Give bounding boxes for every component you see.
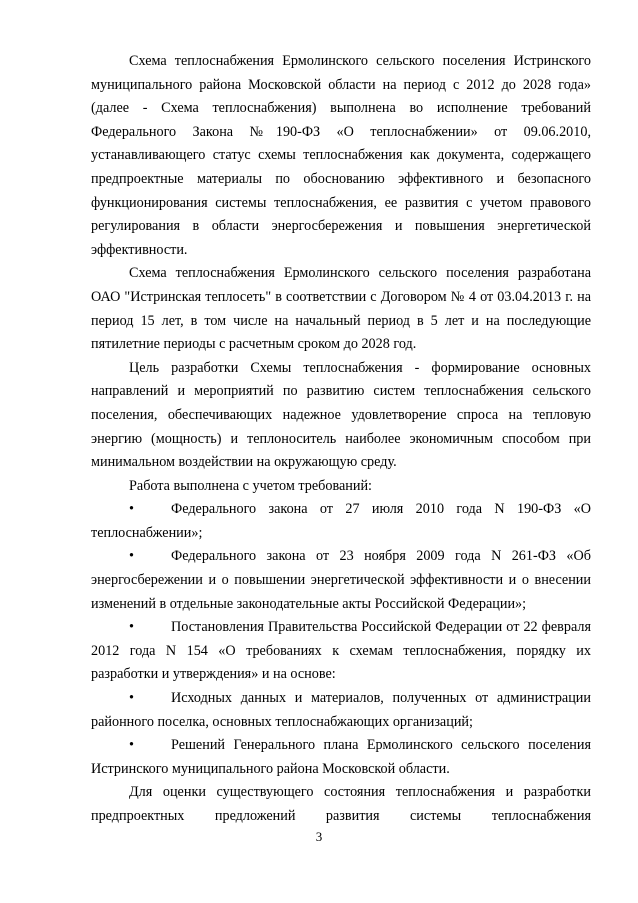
document-body xyxy=(91,50,591,829)
bullet-item-text: Федерального закона от 27 июля 2010 года N 190-ФЗ «О теплоснабжении»; xyxy=(91,501,591,541)
bullet-item-1 xyxy=(91,498,591,545)
paragraph-developer: Схема теплоснабжения Ермолинского сельского поселения разработана ОАО "Истринская теплосеть" в соответствии с Договором № 4 от 03.04.2013 г. на период 15 лет, в том числе на начальный период в 5 лет и на последующие пятилетние периоды с расчетным сроком до 2028 год. xyxy=(91,265,591,353)
bullet-item-2 xyxy=(91,545,591,616)
bullet-icon: • xyxy=(129,548,134,565)
bullet-item-4 xyxy=(91,687,591,734)
paragraph-goal: Цель разработки Схемы теплоснабжения - формирование основных направлений и мероприятий по развитию систем теплоснабжения сельского поселения, обеспечивающих надежное удовлетворение спроса на тепловую энергию (мощность) и теплоноситель наиболее экономичным способом при минимальном воздействии на окружающую среду. xyxy=(91,359,591,471)
bullet-icon: • xyxy=(129,737,134,754)
bullet-icon: • xyxy=(129,619,134,636)
bullet-item-5 xyxy=(91,734,591,781)
bullet-item-text: Федерального закона от 23 ноября 2009 года N 261-ФЗ «Об энергосбережении и о повышении энергетической эффективности и о внесении изменений в отдельные законодательные акты Российской Федерации»; xyxy=(91,548,591,612)
bullet-icon: • xyxy=(129,690,134,707)
paragraph-intro: Схема теплоснабжения Ермолинского сельского поселения Истринского муниципального района Московской области на период с 2012 до 2028 года» (далее - Схема теплоснабжения) выполнена во исполнение требований Федерального Закона №190-ФЗ «О теплоснабжении» от 09.06.2010, устанавливающего статус схемы теплоснабжения как документа, содержащего предпроектные материалы по обоснованию эффективного и безопасного функционирования системы теплоснабжения, ее развития с учетом правового регулирования в области энергосбережения и повышения энергетической эффективности. xyxy=(91,53,591,258)
bullet-item-text: Решений Генерального плана Ермолинского сельского поселения Истринского муниципального района Московской области. xyxy=(91,737,591,777)
paragraph-closing: Для оценки существующего состояния теплоснабжения и разработки предпроектных предложений развития системы теплоснабжения xyxy=(91,784,591,824)
bullet-item-text: Постановления Правительства Российской Федерации от 22 февраля 2012 года N 154 «О требованиях к схемам теплоснабжения, порядку их разработки и утверждения» и на основе: xyxy=(91,619,591,683)
page-number: 3 xyxy=(315,829,323,844)
bullet-item-3 xyxy=(91,616,591,687)
paragraph-requirements-lead: Работа выполнена с учетом требований: xyxy=(129,477,373,494)
bullet-item-text: Исходных данных и материалов, полученных от администрации районного поселка, основных теплоснабжающих организаций; xyxy=(91,690,591,730)
bullet-icon: • xyxy=(129,501,134,518)
